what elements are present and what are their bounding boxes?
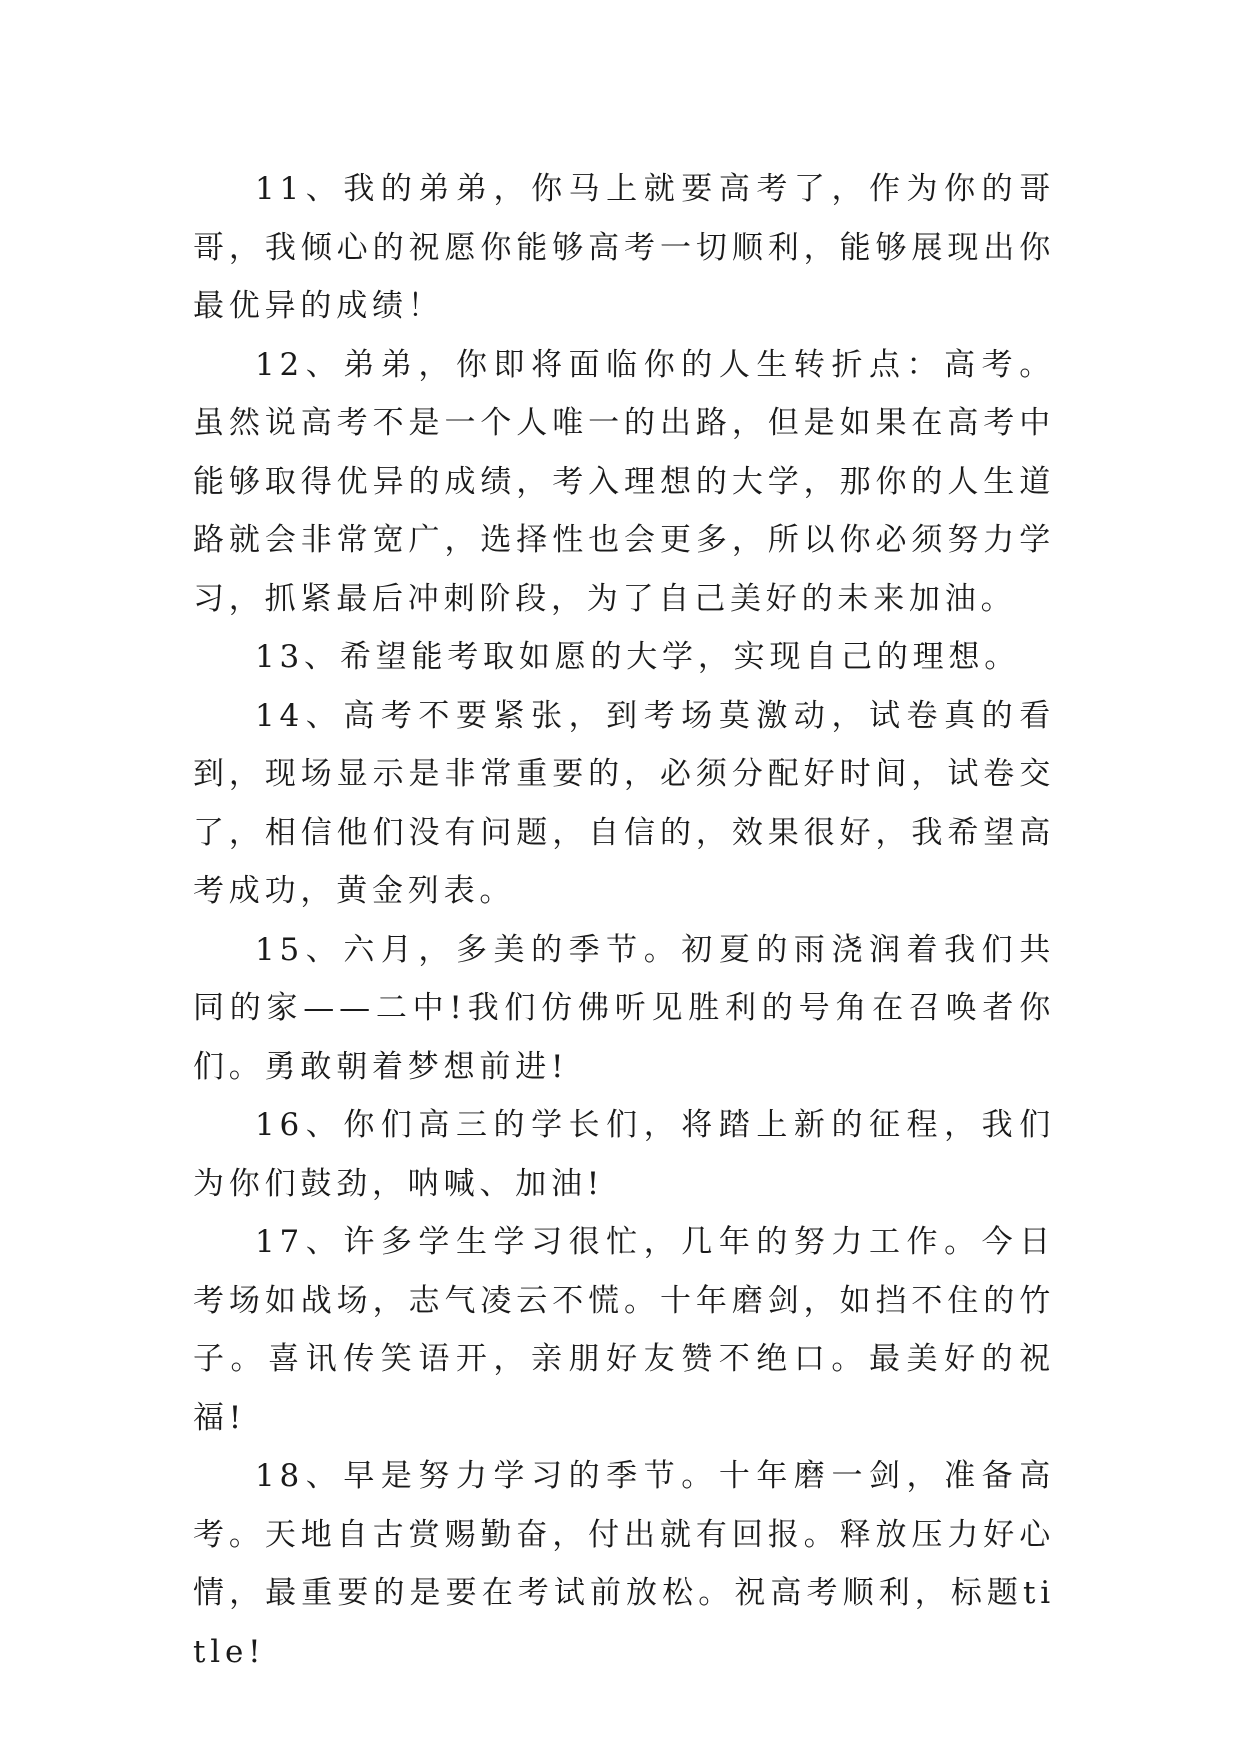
document-body	[193, 160, 1055, 1681]
paragraph-14: 14、高考不要紧张，到考场莫激动，试卷真的看到，现场显示是非常重要的，必须分配好时间，试卷交了，相信他们没有问题，自信的，效果很好，我希望高考成功，黄金列表。	[193, 697, 1055, 909]
paragraph-12: 12、弟弟，你即将面临你的人生转折点：高考。虽然说高考不是一个人唯一的出路，但是如果在高考中能够取得优异的成绩，考入理想的大学，那你的人生道路就会非常宽广，选择性也会更多，所以你必须努力学习，抓紧最后冲刺阶段，为了自己美好的未来加油。	[193, 346, 1055, 617]
paragraph-15: 15、六月，多美的季节。初夏的雨浇润着我们共同的家——二中!我们仿佛听见胜利的号角在召唤者你们。勇敢朝着梦想前进!	[193, 931, 1055, 1085]
paragraph-13: 13、希望能考取如愿的大学，实现自己的理想。	[255, 639, 1021, 675]
paragraph-18: 18、早是努力学习的季节。十年磨一剑，准备高考。天地自古赏赐勤奋，付出就有回报。释放压力好心情，最重要的是要在考试前放松。祝高考顺利，标题title!	[193, 1458, 1055, 1670]
paragraph-16: 16、你们高三的学长们，将踏上新的征程，我们为你们鼓劲，呐喊、加油!	[193, 1107, 1055, 1202]
paragraph-11: 11、我的弟弟，你马上就要高考了，作为你的哥哥，我倾心的祝愿你能够高考一切顺利，能够展现出你最优异的成绩！	[193, 171, 1055, 324]
paragraph-17: 17、许多学生学习很忙，几年的努力工作。今日考场如战场，志气凌云不慌。十年磨剑，如挡不住的竹子。喜讯传笑语开，亲朋好友赞不绝口。最美好的祝福!	[193, 1224, 1055, 1436]
